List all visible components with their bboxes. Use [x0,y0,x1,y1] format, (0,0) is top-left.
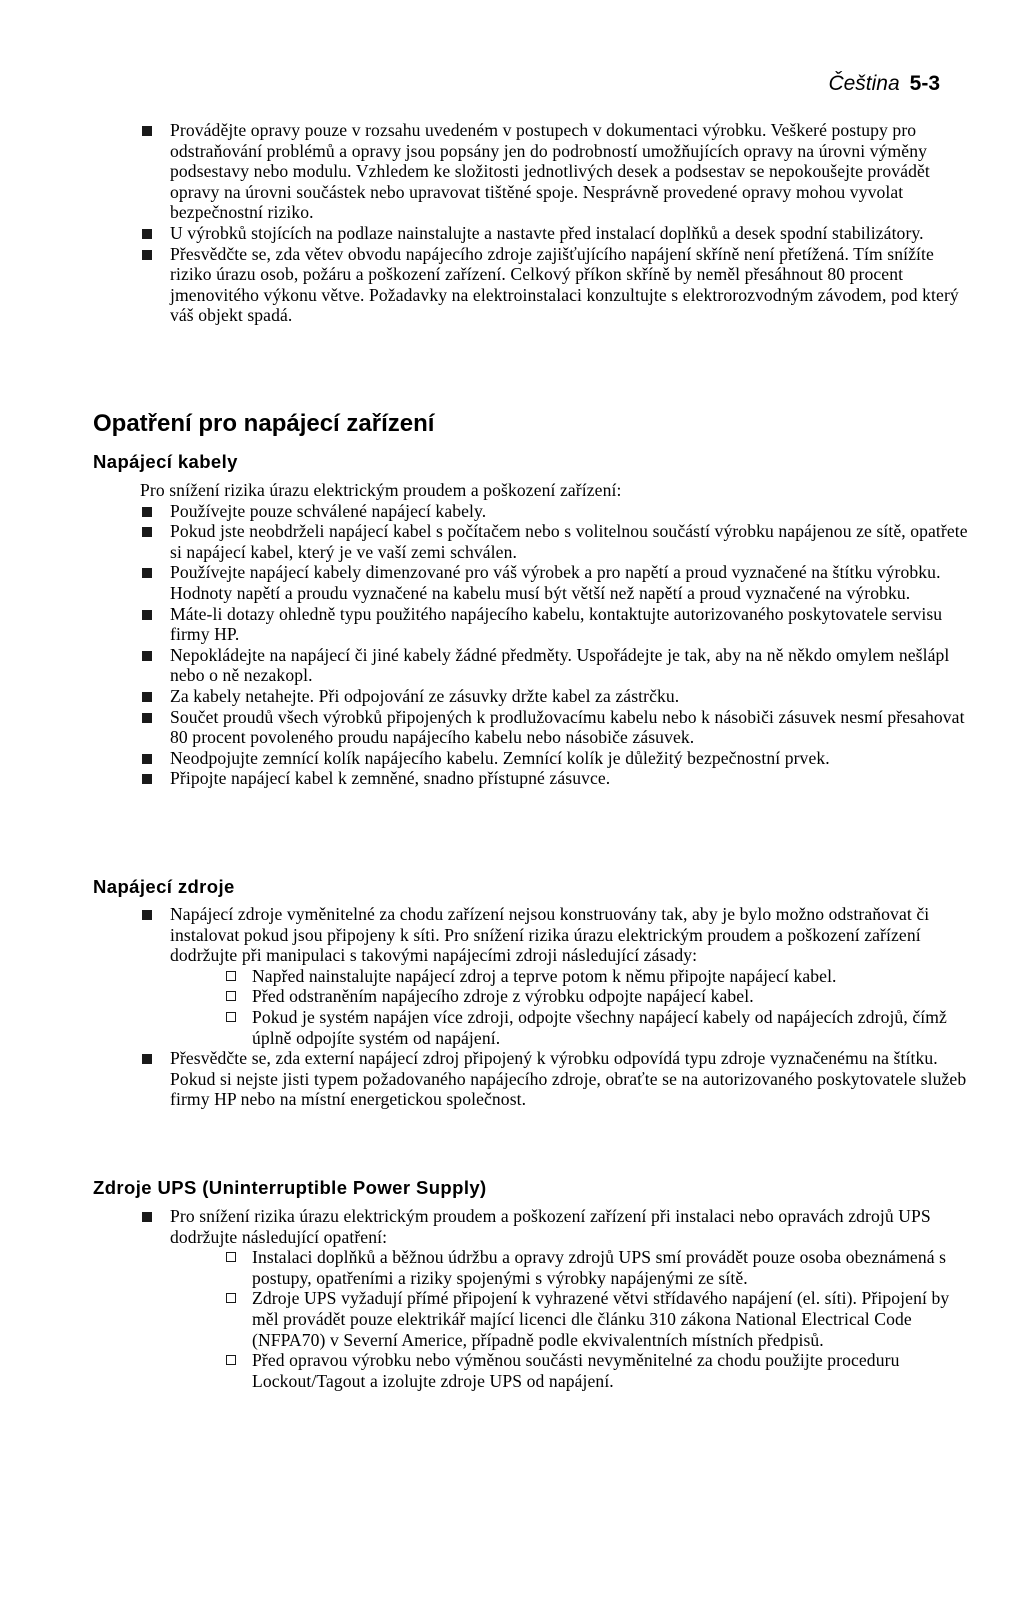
ups-sublist [170,1247,976,1391]
section-title: Opatření pro napájecí zařízení [93,410,435,437]
list-item: Pokud jste neobdrželi napájecí kabel s počítačem nebo s volitelnou součástí výrobku napájenou ze sítě, opatřete si napájecí kabel, který je ve vaší zemi schválen. [0,521,1036,562]
ups-list [0,1206,1036,1391]
power-cords-block [0,480,1036,789]
list-item: Neodpojujte zemnící kolík napájecího kabelu. Zemnící kolík je důležitý bezpečnostní prvek. [0,748,1036,769]
power-cords-intro: Pro snížení rizika úrazu elektrickým proudem a poškození zařízení: [140,480,622,500]
list-item [0,1206,1036,1391]
sub-list-item: Před odstraněním napájecího zdroje z výrobku odpojte napájecí kabel. [170,986,976,1007]
power-supplies-block [0,904,1036,1110]
list-item: Připojte napájecí kabel k zemněné, snadno přístupné zásuvce. [0,768,1036,789]
running-header [828,72,940,96]
list-item-text: Napájecí zdroje vyměnitelné za chodu zařízení nejsou konstruovány tak, aby je bylo možno odstraňovat či instalovat pokud jsou připojeny k síti. Pro snížení rizika úrazu elektrickým proudem a poškození zařízení dodržujte při manipulaci s takovými napájecími zdroji následující zásady: [170,904,930,966]
list-item: Přesvědčte se, zda větev obvodu napájecího zdroje zajišťujícího napájení skříně není přetížená. Tím snížíte riziko úrazu osob, požáru a poškození zařízení. Celkový příkon skříně by neměl přesáhnout 80 procent jmenovitého výkonu větve. Požadavky na elektroinstalaci konzultujte s elektrorozvodným závodem, pod který váš objekt spadá. [0,244,1036,326]
power-supplies-sublist [170,966,976,1048]
sub-list-item: Instalaci doplňků a běžnou údržbu a opravy zdrojů UPS smí provádět pouze osoba obeznámená s postupy, opatřeními a riziky spojenými s výrobky napájenými ze sítě. [170,1247,976,1288]
list-item-text: Pro snížení rizika úrazu elektrickým proudem a poškození zařízení při instalaci nebo opravách zdrojů UPS dodržujte následující opatření: [170,1206,931,1247]
power-supplies-list [0,904,1036,1110]
page-number: 5-3 [909,72,940,95]
list-item [0,904,1036,1048]
list-item: U výrobků stojících na podlaze nainstalujte a nastavte před instalací doplňků a desek spodní stabilizátory. [0,223,1036,244]
sub-list-item: Zdroje UPS vyžadují přímé připojení k vyhrazené větvi střídavého napájení (el. síti). Připojení by měl provádět pouze elektrikář mající licenci dle článku 310 zákona National Electrical Code (NFPA70) v Severní Americe, případně podle ekvivalentních místních předpisů. [170,1288,976,1350]
sub-list-item: Pokud je systém napájen více zdroji, odpojte všechny napájecí kabely od napájecích zdrojů, čímž úplně odpojíte systém od napájení. [170,1007,976,1048]
list-item: Za kabely netahejte. Při odpojování ze zásuvky držte kabel za zástrčku. [0,686,1036,707]
ups-heading: Zdroje UPS (Uninterruptible Power Supply) [93,1177,487,1198]
list-item: Nepokládejte na napájecí či jiné kabely žádné předměty. Uspořádejte je tak, aby na ně někdo omylem nešlápl nebo o ně nezakopl. [0,645,1036,686]
list-item: Používejte napájecí kabely dimenzované pro váš výrobek a pro napětí a proud vyznačené na štítku výrobku. Hodnoty napětí a proudu vyznačené na kabelu musí být větší než napětí a proud vyznačené na výrobku. [0,562,1036,603]
ups-block [0,1206,1036,1391]
list-item: Přesvědčte se, zda externí napájecí zdroj připojený k výrobku odpovídá typu zdroje vyznačenému na štítku. Pokud si nejste jisti typem požadovaného napájecího zdroje, obraťte se na autorizovaného poskytovatele služeb firmy HP nebo na místní energetickou společnost. [0,1048,1036,1110]
list-item: Používejte pouze schválené napájecí kabely. [0,501,1036,522]
list-item: Součet proudů všech výrobků připojených k prodlužovacímu kabelu nebo k násobiči zásuvek nesmí přesahovat 80 procent povoleného proudu napájecího kabelu nebo násobiče zásuvek. [0,707,1036,748]
power-cords-heading: Napájecí kabely [93,451,238,472]
header-language: Čeština [828,72,900,95]
power-supplies-heading: Napájecí zdroje [93,876,235,897]
top-bullet-list [0,120,1036,326]
list-item: Máte-li dotazy ohledně typu použitého napájecího kabelu, kontaktujte autorizovaného poskytovatele servisu firmy HP. [0,604,1036,645]
sub-list-item: Napřed nainstalujte napájecí zdroj a teprve potom k němu připojte napájecí kabel. [170,966,976,987]
sub-list-item: Před opravou výrobku nebo výměnou součásti nevyměnitelné za chodu použijte proceduru Lockout/Tagout a izolujte zdroje UPS od napájení. [170,1350,976,1391]
list-item: Provádějte opravy pouze v rozsahu uvedeném v postupech v dokumentaci výrobku. Veškeré postupy pro odstraňování problémů a opravy jsou popsány jen do podrobností umožňujících opravy na úrovni výměny podsestavy nebo modulu. Vzhledem ke složitosti jednotlivých desek a podsestav se nepokoušejte provádět opravy na úrovni součástek nebo upravovat tištěné spoje. Nesprávně provedené opravy mohou vyvolat bezpečnostní riziko. [0,120,1036,223]
power-cords-list [0,501,1036,789]
